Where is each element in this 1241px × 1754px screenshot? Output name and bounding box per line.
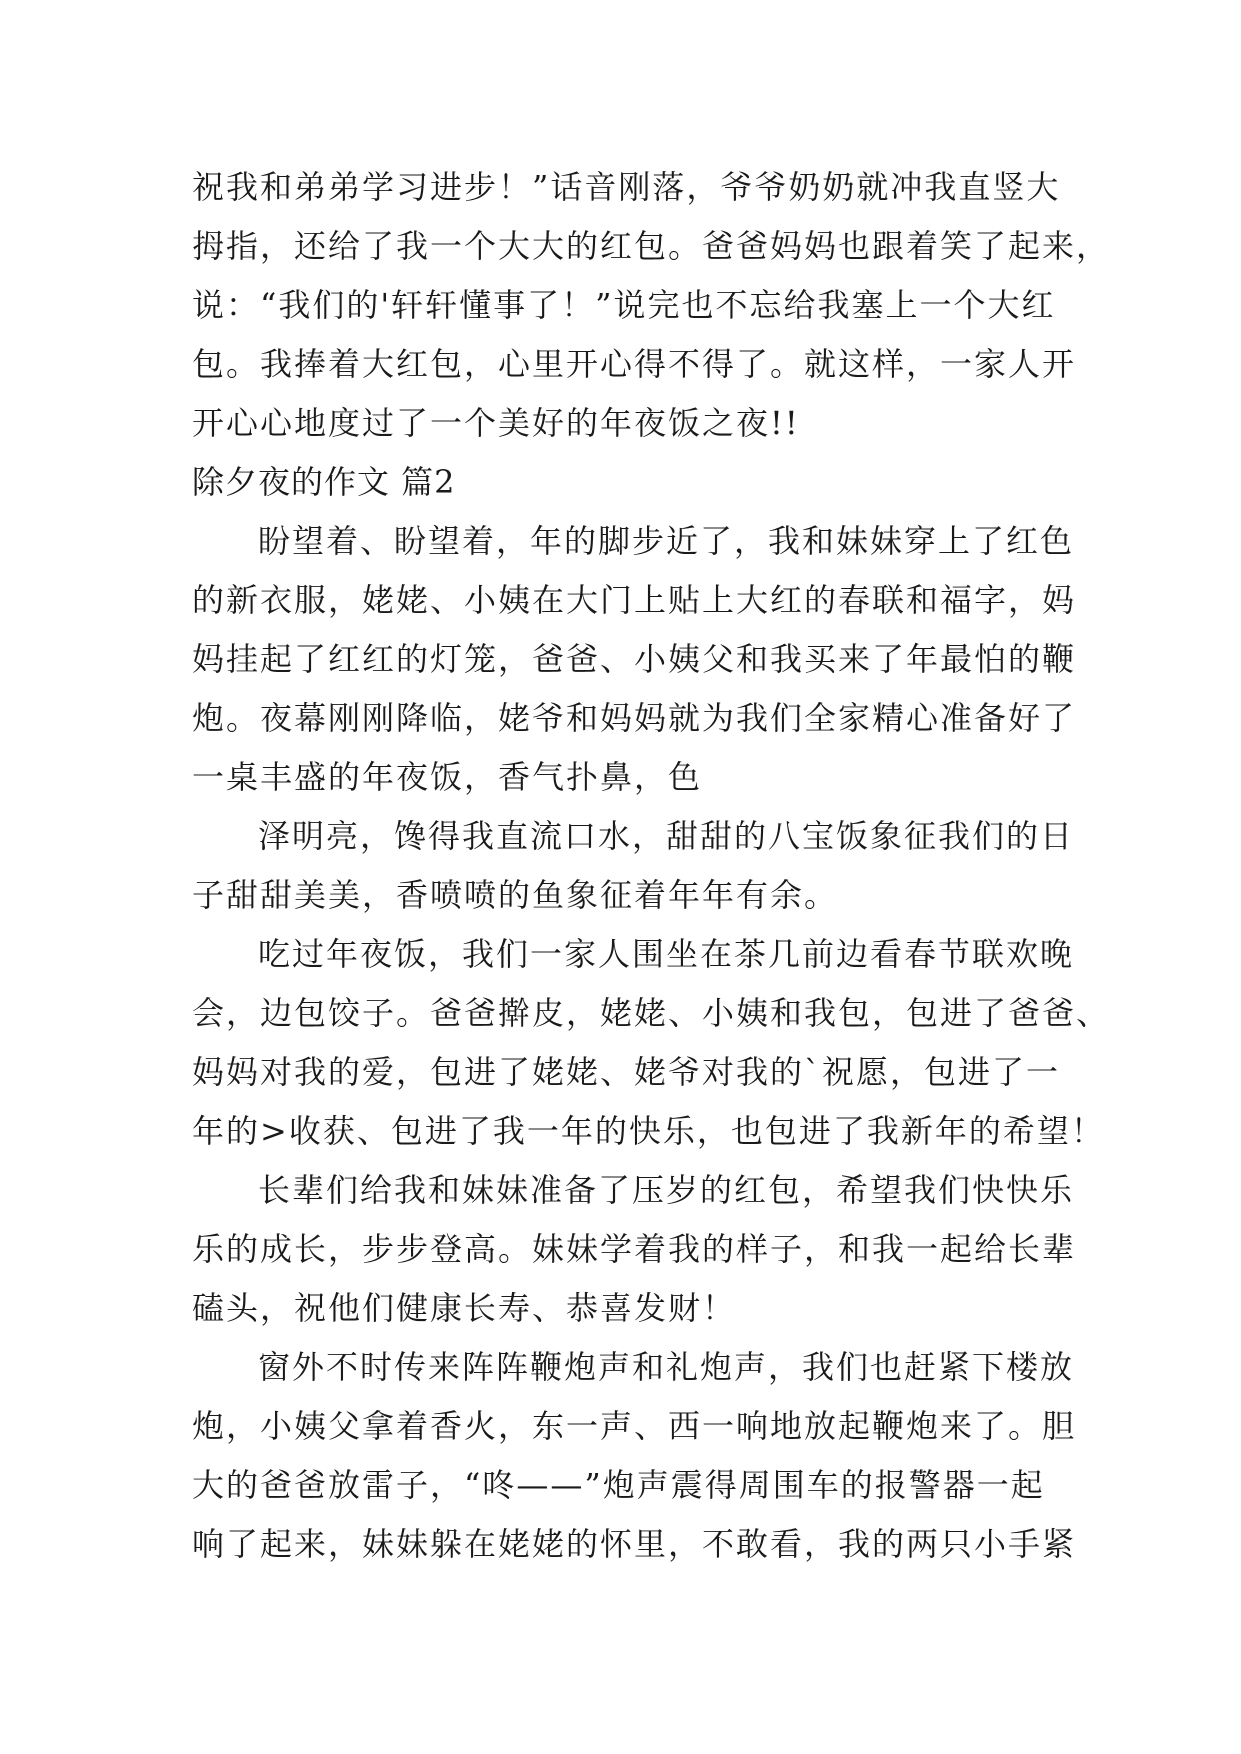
- section-heading: 除夕夜的作文 篇2: [192, 463, 456, 501]
- text-line: 年的>收获、包进了我一年的快乐，也包进了我新年的希望！: [192, 1112, 1105, 1150]
- text-line: 的新衣服，姥姥、小姨在大门上贴上大红的春联和福字，妈: [192, 581, 1077, 619]
- paragraph-start-line: 窗外不时传来阵阵鞭炮声和礼炮声，我们也赶紧下楼放: [258, 1348, 1075, 1386]
- text-line: 祝我和弟弟学习进步！”话音刚落，爷爷奶奶就冲我直竖大: [192, 168, 1061, 206]
- text-line: 拇指，还给了我一个大大的红包。爸爸妈妈也跟着笑了起来，: [192, 227, 1111, 265]
- text-line: 大的爸爸放雷子，“咚——”炮声震得周围车的报警器一起: [192, 1466, 1045, 1504]
- text-line: 会，边包饺子。爸爸擀皮，姥姥、小姨和我包，包进了爸爸、: [192, 994, 1111, 1032]
- text-line: 炮。夜幕刚刚降临，姥爷和妈妈就为我们全家精心准备好了: [192, 699, 1077, 737]
- text-line: 开心心地度过了一个美好的年夜饭之夜!!: [192, 404, 800, 442]
- text-line: 妈妈对我的爱，包进了姥姥、姥爷对我的`祝愿，包进了一: [192, 1053, 1061, 1091]
- paragraph-start-line: 长辈们给我和妹妹准备了压岁的红包，希望我们快快乐: [258, 1171, 1075, 1209]
- text-line: 子甜甜美美，香喷喷的鱼象征着年年有余。: [192, 876, 839, 914]
- document-body: [192, 158, 1111, 1574]
- text-line: 说：“我们的'轩轩懂事了！”说完也不忘给我塞上一个大红: [192, 286, 1056, 324]
- text-line: 炮，小姨父拿着香火，东一声、西一响地放起鞭炮来了。胆: [192, 1407, 1077, 1445]
- paragraph-start-line: 盼望着、盼望着，年的脚步近了，我和妹妹穿上了红色: [258, 522, 1075, 560]
- text-line: 包。我捧着大红包，心里开心得不得了。就这样，一家人开: [192, 345, 1077, 383]
- text-line: 一桌丰盛的年夜饭，香气扑鼻，色: [192, 758, 703, 796]
- text-line: 响了起来，妹妹躲在姥姥的怀里，不敢看，我的两只小手紧: [192, 1525, 1077, 1563]
- paragraph-start-line: 泽明亮，馋得我直流口水，甜甜的八宝饭象征我们的日: [258, 817, 1075, 855]
- text-line: 磕头，祝他们健康长寿、恭喜发财！: [192, 1289, 737, 1327]
- text-line: 妈挂起了红红的灯笼，爸爸、小姨父和我买来了年最怕的鞭: [192, 640, 1077, 678]
- paragraph-start-line: 吃过年夜饭，我们一家人围坐在茶几前边看春节联欢晚: [258, 935, 1075, 973]
- text-line: 乐的成长，步步登高。妹妹学着我的样子，和我一起给长辈: [192, 1230, 1077, 1268]
